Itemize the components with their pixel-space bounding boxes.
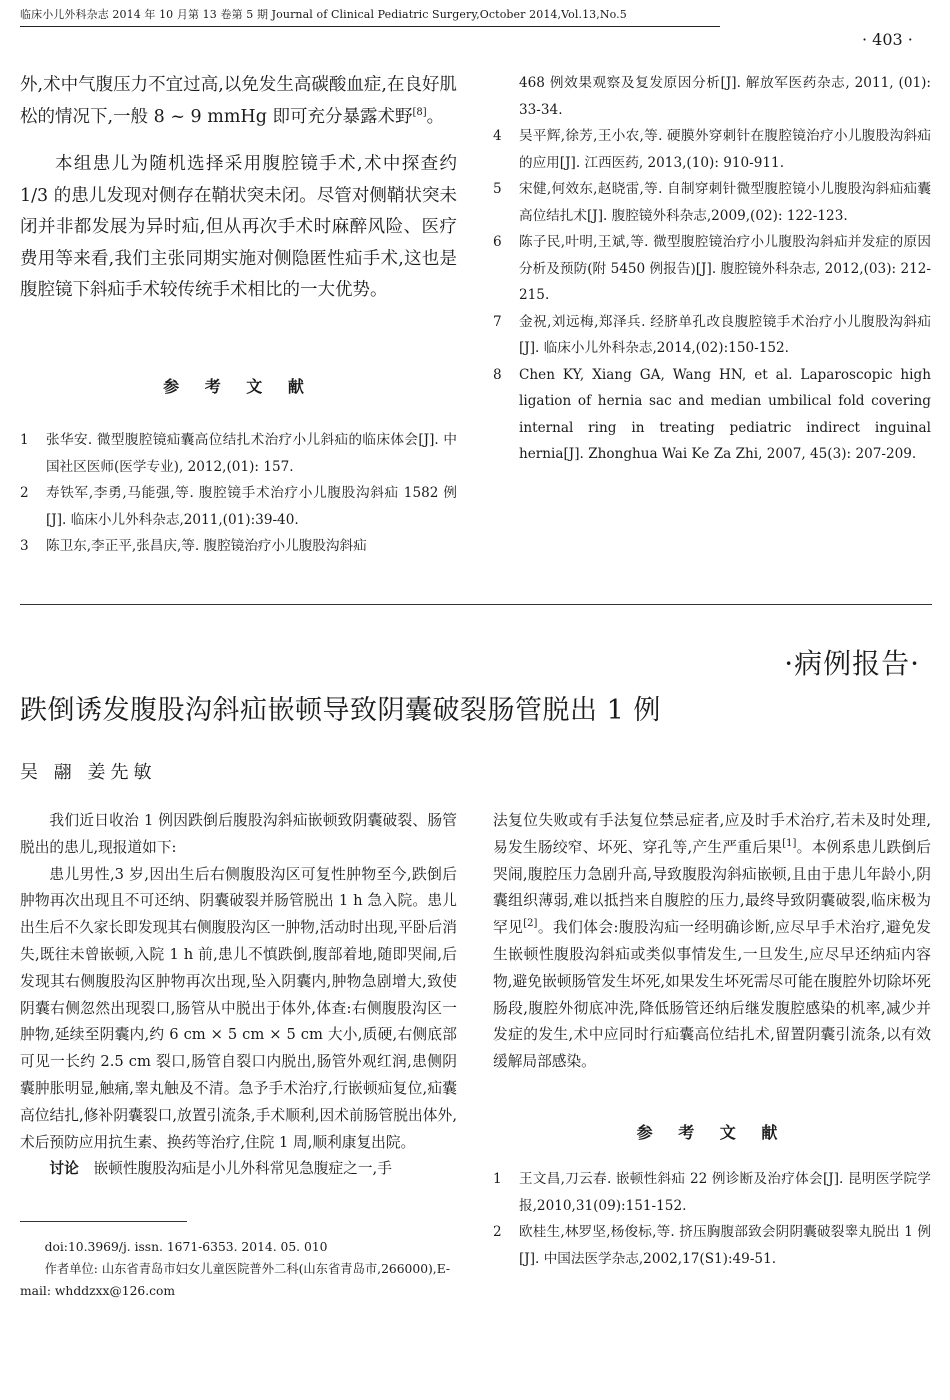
reference-item: 5 宋健,何效东,赵晓雷,等. 自制穿刺针微型腹腔镜小儿腹股沟斜疝疝囊高位结扎术[J]. 腹腔镜外科杂志,2009,(02): 122-123. [493,181,931,224]
article-title: 跌倒诱发腹股沟斜疝嵌顿导致阴囊破裂肠管脱出 1 例 [20,695,661,726]
reference-item: 2 欧桂生,林罗坚,杨俊标,等. 挤压胸腹部致会阴阴囊破裂睾丸脱出 1 例[J]. 中国法医学杂志,2002,17(S1):49-51. [493,1224,931,1267]
citation-1: [1] [782,837,797,849]
reference-item: 1 张华安. 微型腹腔镜疝囊高位结扎术治疗小儿斜疝的临床体会[J]. 中国社区医师(医学专业), 2012,(01): 157. [20,432,457,475]
article-right-body [493,808,931,1076]
footnote [20,1236,457,1302]
footnote-rule [20,1221,187,1222]
reference-item-continued: 468 例效果观察及复发原因分析[J]. 解放军医药杂志, 2011, (01): 33-34. [519,75,931,118]
reference-item: 1 王文昌,刀云春. 嵌顿性斜疝 22 例诊断及治疗体会[J]. 昆明医学院学报,2010,31(09):151-152. [493,1171,931,1214]
article-authors: 吴 翮 姜先敏 [20,762,157,783]
citation-8: [8] [412,106,427,118]
article-divider [20,604,932,605]
running-head: 临床小儿外科杂志 2014 年 10 月第 13 卷第 5 期 Journal of Clinical Pediatric Surgery,October 2014,Vol.13,No.5 [20,6,720,27]
discussion-para: 讨论 嵌顿性腹股沟疝是小儿外科常见急腹症之一,手 [49,1160,392,1178]
affiliation: 作者单位: 山东省青岛市妇女儿童医院普外二科(山东省青岛市,266000),E-mail: whddzxx@126.com [20,1262,451,1298]
article-left-body [20,808,457,1183]
section-tag: ·病例报告· [784,647,920,680]
prev-refs-right [493,70,931,468]
doi: doi:10.3969/j. issn. 1671-6353. 2014. 05. 010 [44,1240,328,1254]
reference-item: 8 Chen KY, Xiang GA, Wang HN, et al. Laparoscopic high ligation of hernia sac and median umbilical fold covering internal ring in treating pediatric indirect inguinal hernia[J]. Zhonghua Wai Ke Za Zhi, 2007, 45(3): 207-209. [493,366,931,462]
page-number: · 403 · [862,30,913,49]
prev-refs-left [20,427,457,560]
prev-para-1: 外,术中气腹压力不宜过高,以免发生高碳酸血症,在良好肌松的情况下,一般 8 ~ 9 mmHg 即可充分暴露术野[8]。 [20,75,457,127]
article-para-1: 我们近日收治 1 例因跌倒后腹股沟斜疝嵌顿致阴囊破裂、肠管脱出的患儿,现报道如下: [20,812,457,856]
article-refs [493,1166,931,1272]
reference-item: 4 吴平辉,徐芳,王小农,等. 硬膜外穿刺针在腹腔镜治疗小儿腹股沟斜疝的应用[J]. 江西医药, 2013,(10): 910-911. [493,128,931,171]
article-refs-title: 参 考 文 献 [636,1123,788,1142]
article-para-3: 法复位失败或有手法复位禁忌症者,应及时手术治疗,若未及时处理,易发生肠绞窄、坏死、穿孔等,产生严重后果[1]。本例系患儿跌倒后哭闹,腹腔压力急剧升高,导致腹股沟斜疝嵌顿,且由于患儿年龄小,阴囊组织薄弱,难以抵挡来自腹腔的压力,最终导致阴囊破裂,临床极为罕见[2]。我们体会:腹股沟疝一经明确诊断,应尽早手术治疗,避免发生嵌顿性腹股沟斜疝或类似事情发生,一旦发生,应尽早还纳疝内容物,避免嵌顿肠管发生坏死,如果发生坏死需尽可能在腹腔外切除坏死肠段,腹腔外彻底冲洗,降低肠管还纳后继发腹腔感染的机率,减少并发症的发生,术中应同时行疝囊高位结扎术,留置阴囊引流条,以有效缓解局部感染。 [493,812,931,1071]
discussion-label: 讨论 [49,1160,79,1178]
prev-para-2: 本组患儿为随机选择采用腹腔镜手术,术中探查约 1/3 的患儿发现对侧存在鞘状突未闭。尽管对侧鞘状突未闭并非都发展为异时疝,但从再次手术时麻醉风险、医疗费用等来看,我们主张同期实施对侧隐匿性疝手术,这也是腹腔镜下斜疝手术较传统手术相比的一大优势。 [20,154,457,300]
reference-item: 6 陈子民,叶明,王斌,等. 微型腹腔镜治疗小儿腹股沟斜疝并发症的原因分析及预防(附 5450 例报告)[J]. 腹腔镜外科杂志, 2012,(03): 212-215. [493,234,931,303]
reference-item: 2 寿铁军,李勇,马能强,等. 腹腔镜手术治疗小儿腹股沟斜疝 1582 例[J]. 临床小儿外科杂志,2011,(01):39-40. [20,485,457,528]
prev-article-left-body [20,70,457,307]
reference-item: 7 金祝,刘远梅,郑泽兵. 经脐单孔改良腹腔镜手术治疗小儿腹股沟斜疝[J]. 临床小儿外科杂志,2014,(02):150-152. [493,313,931,356]
reference-item: 3 陈卫东,李正平,张昌庆,等. 腹腔镜治疗小儿腹股沟斜疝 [20,538,367,554]
prev-refs-title: 参 考 文 献 [163,377,314,396]
article-para-2: 患儿男性,3 岁,因出生后右侧腹股沟区可复性肿物至今,跌倒后肿物再次出现且不可还纳、阴囊破裂并肠管脱出 1 h 急入院。患儿出生后不久家长即发现其右侧腹股沟区一肿物,活动时出现,平卧后消失,既往未曾嵌顿,入院 1 h 前,患儿不慎跌倒,腹部着地,随即哭闹,后发现其右侧腹股沟区肿物再次出现,坠入阴囊内,肿物急剧增大,致使阴囊右侧忽然出现裂口,肠管从中脱出于体外,体查:右侧腹股沟区一肿物,延续至阴囊内,约 6 cm × 5 cm × 5 cm 大小,质硬,右侧底部可见一长约 2.5 cm 裂口,肠管自裂口内脱出,肠管外观红润,患侧阴囊肿胀明显,触痛,睾丸触及不清。急予手术治疗,行嵌顿疝复位,疝囊高位结扎,修补阴囊裂口,放置引流条,手术顺利,因术前肠管脱出体外,术后预防应用抗生素、换药等治疗,住院 1 周,顺利康复出院。 [20,865,457,1151]
citation-2: [2] [523,918,538,930]
